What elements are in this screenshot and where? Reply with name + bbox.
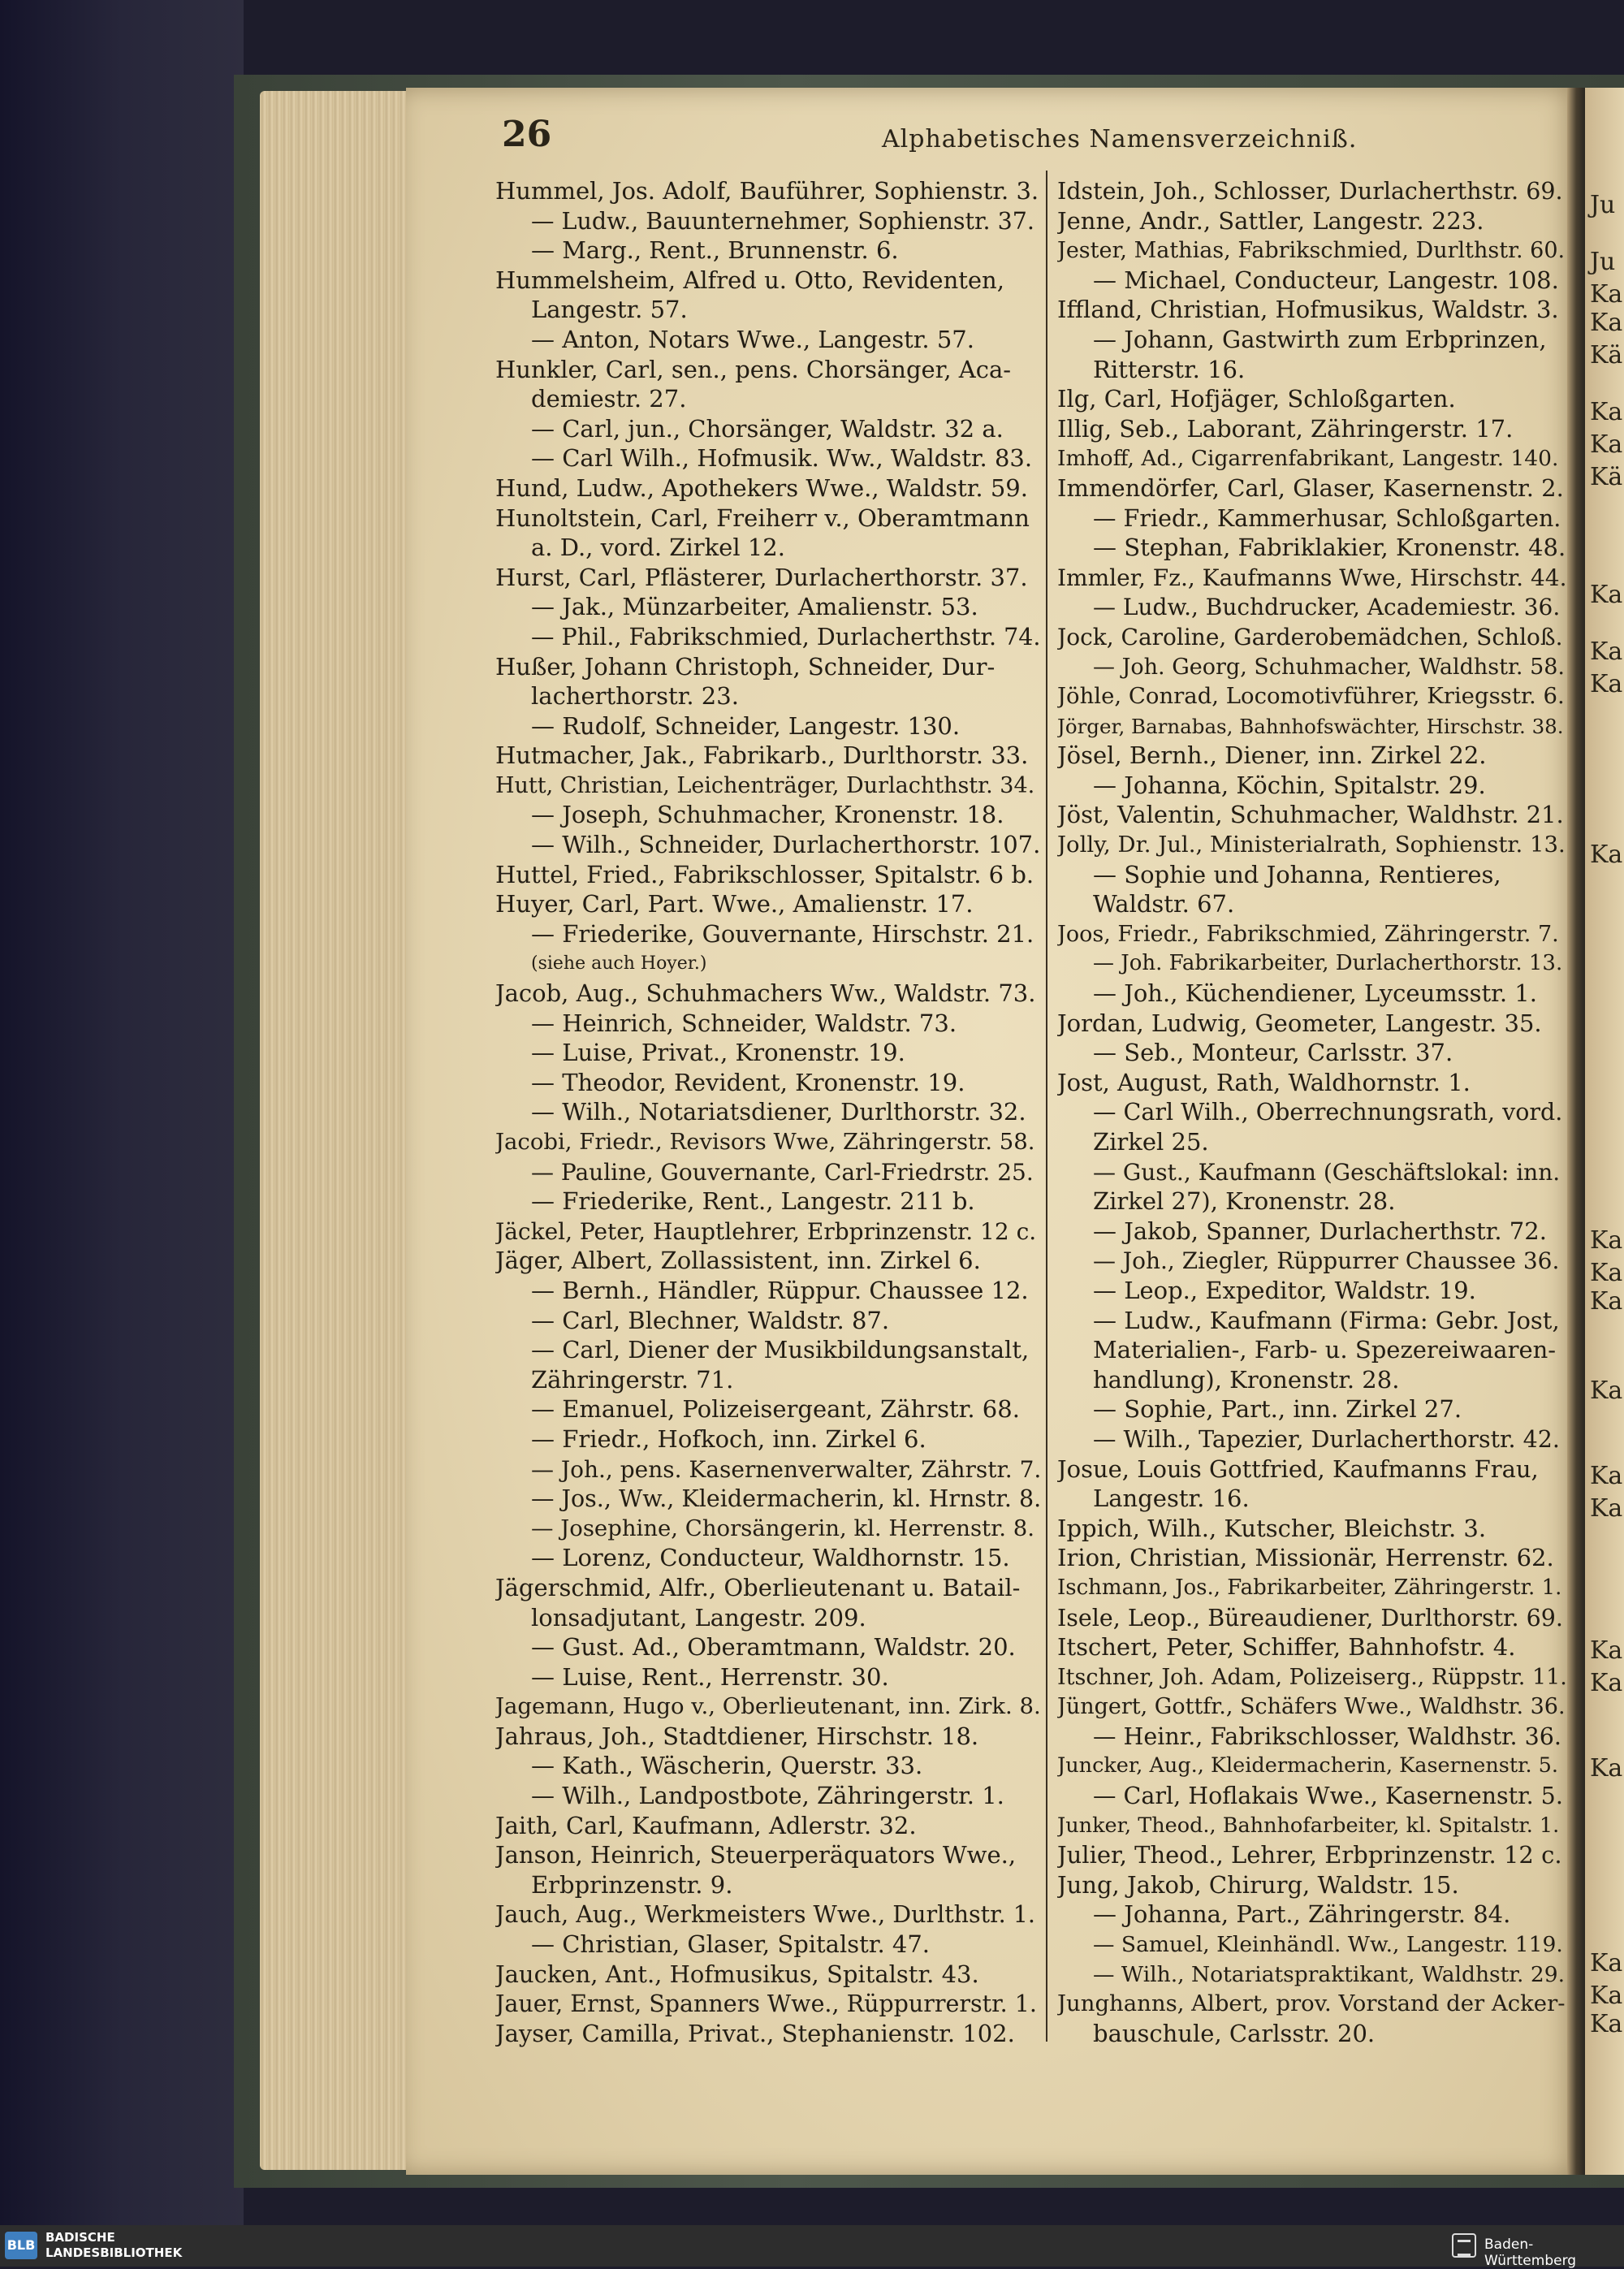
directory-entry: — Johann, Gastwirth zum Erbprinzen, (1093, 325, 1547, 353)
directory-entry: demiestr. 27. (531, 385, 687, 413)
directory-entry: Isele, Leop., Büreaudiener, Durlthorstr. 69. (1057, 1604, 1563, 1632)
directory-entry: Junker, Theod., Bahnhofarbeiter, kl. Spitalstr. 1. (1057, 1813, 1560, 1838)
directory-entry: — Joseph, Schuhmacher, Kronenstr. 18. (531, 801, 1004, 829)
directory-entry: Jacob, Aug., Schuhmachers Ww., Waldstr. 73. (495, 979, 1036, 1008)
directory-entry: Zähringerstr. 71. (531, 1365, 734, 1394)
next-page-text: Ka (1590, 1754, 1623, 1783)
directory-entry: Jost, August, Rath, Waldhornstr. 1. (1057, 1068, 1471, 1096)
directory-entry: Materialien-, Farb- u. Spezereiwaaren- (1093, 1336, 1557, 1364)
directory-entry: Waldstr. 67. (1093, 890, 1235, 918)
directory-entry: Jöhle, Conrad, Locomotivführer, Kriegsstr. 6. (1057, 683, 1565, 710)
directory-entry: — Carl, Hoflakais Wwe., Kasernenstr. 5. (1093, 1783, 1563, 1810)
directory-entry: Immler, Fz., Kaufmanns Wwe, Hirschstr. 44. (1057, 564, 1567, 591)
directory-entry: Jägerschmid, Alfr., Oberlieutenant u. Batail- (495, 1573, 1021, 1601)
directory-entry: Zirkel 25. (1093, 1128, 1209, 1156)
directory-entry: Hunoltstein, Carl, Freiherr v., Oberamtmann (495, 504, 1030, 532)
next-page-text: Ka (1590, 1949, 1623, 1977)
directory-entry: — Heinr., Fabrikschlosser, Waldhstr. 36. (1093, 1722, 1561, 1750)
directory-entry: Jagemann, Hugo v., Oberlieutenant, inn. Zirk. 8. (495, 1693, 1041, 1720)
directory-entry: Iffland, Christian, Hofmusikus, Waldstr. 3. (1057, 296, 1559, 324)
directory-entry: Jacobi, Friedr., Revisors Wwe, Zähringerstr. 58. (495, 1129, 1035, 1155)
directory-entry: Hurst, Carl, Pflästerer, Durlacherthorstr. 37. (495, 563, 1028, 591)
directory-entry: — Wilh., Tapezier, Durlacherthorstr. 42. (1093, 1425, 1560, 1453)
state-coat-of-arms-icon (1452, 2233, 1476, 2258)
next-page-text: Kä (1590, 463, 1623, 491)
directory-entry: — Wilh., Landpostbote, Zähringerstr. 1. (531, 1782, 1004, 1810)
library-name-line1: BADISCHE (45, 2230, 115, 2245)
directory-entry: Idstein, Joh., Schlosser, Durlacherthstr. 69. (1057, 178, 1563, 205)
directory-entry: Ritterstr. 16. (1093, 355, 1246, 383)
directory-entry: — Carl Wilh., Oberrechnungsrath, vord. (1093, 1099, 1563, 1126)
next-page-text: Ka (1590, 398, 1623, 426)
next-page-text: Ka (1590, 2010, 1623, 2038)
library-name (45, 2230, 182, 2261)
directory-entry: — Christian, Glaser, Spitalstr. 47. (531, 1930, 931, 1959)
directory-entry: Imhoff, Ad., Cigarrenfabrikant, Langestr. 140. (1057, 446, 1559, 472)
directory-entry: Langestr. 57. (531, 296, 688, 324)
directory-entry: — Samuel, Kleinhändl. Ww., Langestr. 119. (1093, 1932, 1563, 1958)
directory-entry: — Luise, Privat., Kronenstr. 19. (531, 1039, 905, 1067)
next-page-text: Ka (1590, 1462, 1623, 1490)
directory-entry: — Carl Wilh., Hofmusik. Ww., Waldstr. 83. (531, 444, 1033, 473)
directory-entry: Immendörfer, Carl, Glaser, Kasernenstr. 2. (1057, 473, 1564, 502)
running-head: Alphabetisches Namensverzeichniß. (882, 125, 1358, 153)
directory-entry: Juncker, Aug., Kleidermacherin, Kasernenstr. 5. (1057, 1753, 1559, 1778)
directory-entry: — Lorenz, Conducteur, Waldhornstr. 15. (531, 1544, 1010, 1572)
book-gutter (1567, 88, 1585, 2175)
page-header (487, 114, 1543, 162)
next-page-text: Ka (1590, 430, 1623, 459)
directory-entry: — Wilh., Schneider, Durlacherthorstr. 107. (531, 831, 1041, 859)
directory-entry: Jösel, Bernh., Diener, inn. Zirkel 22. (1057, 741, 1487, 770)
next-page-text: Ka (1590, 1226, 1623, 1255)
directory-entry: — Joh., Ziegler, Rüppurrer Chaussee 36. (1093, 1247, 1560, 1275)
directory-entry: (siehe auch Hoyer.) (531, 953, 707, 975)
directory-entry: — Luise, Rent., Herrenstr. 30. (531, 1662, 889, 1691)
next-page-text: Ka (1590, 280, 1623, 309)
directory-entry: — Ludw., Buchdrucker, Academiestr. 36. (1093, 594, 1561, 621)
directory-entry: — Friedr., Hofkoch, inn. Zirkel 6. (531, 1424, 926, 1453)
directory-entry: Jüngert, Gottfr., Schäfers Wwe., Waldhstr. 36. (1057, 1694, 1566, 1720)
right-column (1057, 177, 1567, 2048)
directory-entry: Jayser, Camilla, Privat., Stephanienstr. 102. (495, 2019, 1015, 2047)
directory-entry: Huyer, Carl, Part. Wwe., Amalienstr. 17. (495, 890, 974, 918)
state-name: Baden-Württemberg (1484, 2237, 1577, 2269)
directory-entry: Jolly, Dr. Jul., Ministerialrath, Sophienstr. 13. (1057, 832, 1566, 858)
directory-entry: — Johanna, Köchin, Spitalstr. 29. (1093, 771, 1486, 799)
directory-entry: — Friedr., Kammerhusar, Schloßgarten. (1093, 504, 1561, 532)
next-page-text: Ju (1590, 191, 1616, 219)
directory-entry: Josue, Louis Gottfried, Kaufmanns Frau, (1057, 1454, 1539, 1483)
next-page-text: Ka (1590, 841, 1623, 869)
directory-entry: — Sophie und Johanna, Rentieres, (1093, 860, 1501, 888)
directory-entry: Joos, Friedr., Fabrikschmied, Zähringerstr. 7. (1057, 921, 1559, 947)
directory-entry: Jaucken, Ant., Hofmusikus, Spitalstr. 43. (495, 1960, 979, 1988)
next-page-text: Ka (1590, 1982, 1623, 2010)
next-page-text: Ka (1590, 1636, 1623, 1665)
directory-entry: — Anton, Notars Wwe., Langestr. 57. (531, 325, 974, 353)
directory-entry: Janson, Heinrich, Steuerperäquators Wwe., (495, 1841, 1017, 1869)
directory-entry: Hutmacher, Jak., Fabrikarb., Durlthorstr. 33. (495, 741, 1029, 770)
directory-entry: Irion, Christian, Missionär, Herrenstr. 62. (1057, 1544, 1554, 1572)
directory-entry: — Jos., Ww., Kleidermacherin, kl. Hrnstr. 8. (531, 1485, 1041, 1513)
directory-entry: — Jakob, Spanner, Durlacherthstr. 72. (1093, 1217, 1547, 1245)
directory-entry: — Gust., Kaufmann (Geschäftslokal: inn. (1093, 1158, 1561, 1186)
directory-entry: — Carl, jun., Chorsänger, Waldstr. 32 a. (531, 414, 1004, 443)
directory-entry: — Gust. Ad., Oberamtmann, Waldstr. 20. (531, 1633, 1016, 1662)
next-page-text: Ka (1590, 581, 1623, 609)
directory-entry: — Heinrich, Schneider, Waldstr. 73. (531, 1009, 957, 1037)
page-edges (260, 91, 422, 2170)
directory-entry: Itschner, Joh. Adam, Polizeiserg., Rüppstr. 11. (1057, 1664, 1567, 1690)
directory-entry: Junghanns, Albert, prov. Vorstand der Acker- (1057, 1990, 1566, 2017)
directory-entry: handlung), Kronenstr. 28. (1093, 1365, 1400, 1394)
directory-entry: a. D., vord. Zirkel 12. (531, 534, 785, 562)
directory-entry: — Kath., Wäscherin, Querstr. 33. (531, 1752, 923, 1780)
directory-entry: Jahraus, Joh., Stadtdiener, Hirschstr. 18. (495, 1722, 979, 1750)
next-page-fragment (1585, 88, 1624, 2175)
next-page-text: Ka (1590, 1494, 1623, 1523)
directory-entry: Erbprinzenstr. 9. (531, 1870, 733, 1899)
directory-entry: lonsadjutant, Langestr. 209. (531, 1603, 866, 1632)
directory-entry: Huttel, Fried., Fabrikschlosser, Spitalstr. 6 b. (495, 860, 1034, 888)
directory-entry: — Joh., pens. Kasernenverwalter, Zährstr. 7. (531, 1455, 1041, 1483)
directory-entry: — Wilh., Notariatspraktikant, Waldhstr. 29. (1093, 1961, 1566, 1987)
directory-entry: Hund, Ludw., Apothekers Wwe., Waldstr. 59. (495, 473, 1028, 502)
directory-entry: Jester, Mathias, Fabrikschmied, Durlthstr. 60. (1057, 238, 1566, 264)
next-page-text: Ka (1590, 670, 1623, 698)
directory-entry: — Friederike, Rent., Langestr. 211 b. (531, 1187, 975, 1216)
directory-entry: Hunkler, Carl, sen., pens. Chorsänger, Aca- (495, 355, 1012, 383)
directory-entry: Jenne, Andr., Sattler, Langestr. 223. (1057, 206, 1484, 235)
library-name-line2: LANDESBIBLIOTHEK (45, 2245, 183, 2260)
directory-entry: — Wilh., Notariatsdiener, Durlthorstr. 32. (531, 1098, 1026, 1126)
next-page-text: Ka (1590, 637, 1623, 666)
directory-entry: Jaith, Carl, Kaufmann, Adlerstr. 32. (495, 1811, 917, 1839)
directory-entry: — Stephan, Fabriklakier, Kronenstr. 48. (1093, 534, 1566, 562)
directory-entry: — Sophie, Part., inn. Zirkel 27. (1093, 1395, 1462, 1424)
blb-logo-icon: BLB (5, 2232, 37, 2259)
directory-entry: — Emanuel, Polizeisergeant, Zährstr. 68. (531, 1395, 1020, 1424)
next-page-text: Ka (1590, 309, 1623, 337)
page-number: 26 (502, 114, 552, 155)
directory-entry: Jauch, Aug., Werkmeisters Wwe., Durlthstr. 1. (495, 1901, 1035, 1929)
directory-entry: Jock, Caroline, Garderobemädchen, Schloß. (1057, 623, 1563, 650)
next-page-text: Ka (1590, 1669, 1623, 1697)
directory-entry: — Carl, Blechner, Waldstr. 87. (531, 1306, 890, 1334)
directory-entry: Jörger, Barnabas, Bahnhofswächter, Hirschstr. 38. (1057, 714, 1564, 738)
directory-entry: Jordan, Ludwig, Geometer, Langestr. 35. (1057, 1009, 1542, 1037)
directory-entry: — Theodor, Revident, Kronenstr. 19. (531, 1068, 965, 1096)
viewer-footer (0, 2225, 1624, 2267)
directory-entry: Langestr. 16. (1093, 1485, 1250, 1513)
next-page-text: Ka (1590, 1259, 1623, 1287)
directory-entry: Hummelsheim, Alfred u. Otto, Revidenten, (495, 266, 1004, 294)
next-page-text: Kä (1590, 341, 1623, 370)
next-page-text: Ka (1590, 1287, 1623, 1316)
directory-entry: Ischmann, Jos., Fabrikarbeiter, Zähringerstr. 1. (1057, 1575, 1562, 1600)
directory-entry: — Leop., Expeditor, Waldstr. 19. (1093, 1276, 1476, 1304)
directory-entry: — Ludw., Bauunternehmer, Sophienstr. 37. (531, 207, 1034, 235)
column-divider (1046, 171, 1047, 2042)
directory-entry: — Bernh., Händler, Rüppur. Chaussee 12. (531, 1276, 1029, 1304)
directory-entry: — Carl, Diener der Musikbildungsanstalt, (531, 1336, 1030, 1364)
directory-entry: — Josephine, Chorsängerin, kl. Herrenstr. 8. (531, 1515, 1034, 1541)
directory-entry: lacherthorstr. 23. (531, 682, 739, 711)
directory-entry: — Ludw., Kaufmann (Firma: Gebr. Jost, (1093, 1306, 1560, 1334)
directory-entry: Jäckel, Peter, Hauptlehrer, Erbprinzenstr. 12 c. (495, 1217, 1037, 1245)
directory-entry: Jauer, Ernst, Spanners Wwe., Rüppurrerstr. 1. (495, 1990, 1037, 2018)
directory-entry: Ippich, Wilh., Kutscher, Bleichstr. 3. (1057, 1514, 1487, 1542)
directory-entry: — Marg., Rent., Brunnenstr. 6. (531, 236, 899, 265)
directory-entry: — Seb., Monteur, Carlsstr. 37. (1093, 1039, 1453, 1067)
directory-entry: — Joh., Küchendiener, Lyceumsstr. 1. (1093, 979, 1537, 1008)
directory-entry: Jöst, Valentin, Schuhmacher, Waldhstr. 21. (1057, 801, 1564, 829)
directory-entry: — Johanna, Part., Zähringerstr. 84. (1093, 1900, 1511, 1929)
next-page-text: Ju (1590, 248, 1616, 276)
directory-entry: Zirkel 27), Kronenstr. 28. (1093, 1187, 1396, 1216)
directory-entry: — Jak., Münzarbeiter, Amalienstr. 53. (531, 593, 978, 621)
directory-entry: bauschule, Carlsstr. 20. (1093, 2019, 1376, 2047)
directory-entry: Illig, Seb., Laborant, Zähringerstr. 17. (1057, 414, 1514, 443)
directory-entry: — Michael, Conducteur, Langestr. 108. (1093, 266, 1559, 294)
directory-entry: — Joh. Fabrikarbeiter, Durlacherthorstr. 13. (1093, 951, 1563, 976)
directory-entry: — Phil., Fabrikschmied, Durlacherthstr. 74. (531, 623, 1041, 650)
directory-entry: Itschert, Peter, Schiffer, Bahnhofstr. 4. (1057, 1633, 1516, 1662)
directory-entry: Hußer, Johann Christoph, Schneider, Dur- (495, 652, 996, 681)
directory-entry: Julier, Theod., Lehrer, Erbprinzenstr. 12 c. (1057, 1841, 1562, 1869)
directory-entry: Jäger, Albert, Zollassistent, inn. Zirkel 6. (495, 1247, 981, 1275)
directory-entry: — Rudolf, Schneider, Langestr. 130. (531, 711, 961, 740)
directory-entry: Hummel, Jos. Adolf, Bauführer, Sophienstr. 3. (495, 177, 1039, 205)
directory-entry: — Friederike, Gouvernante, Hirschstr. 21. (531, 919, 1034, 948)
directory-entry: — Joh. Georg, Schuhmacher, Waldhstr. 58. (1093, 654, 1566, 680)
directory-entry: Jung, Jakob, Chirurg, Waldstr. 15. (1057, 1870, 1459, 1899)
next-page-text: Ka (1590, 1377, 1623, 1405)
scan-background (0, 0, 244, 2225)
directory-entry: Ilg, Carl, Hofjäger, Schloßgarten. (1057, 385, 1456, 413)
directory-entry: Hutt, Christian, Leichenträger, Durlachthstr. 34. (495, 772, 1035, 798)
directory-entry: — Pauline, Gouvernante, Carl-Friedrstr. 25. (531, 1158, 1034, 1186)
left-column (495, 177, 1041, 2048)
